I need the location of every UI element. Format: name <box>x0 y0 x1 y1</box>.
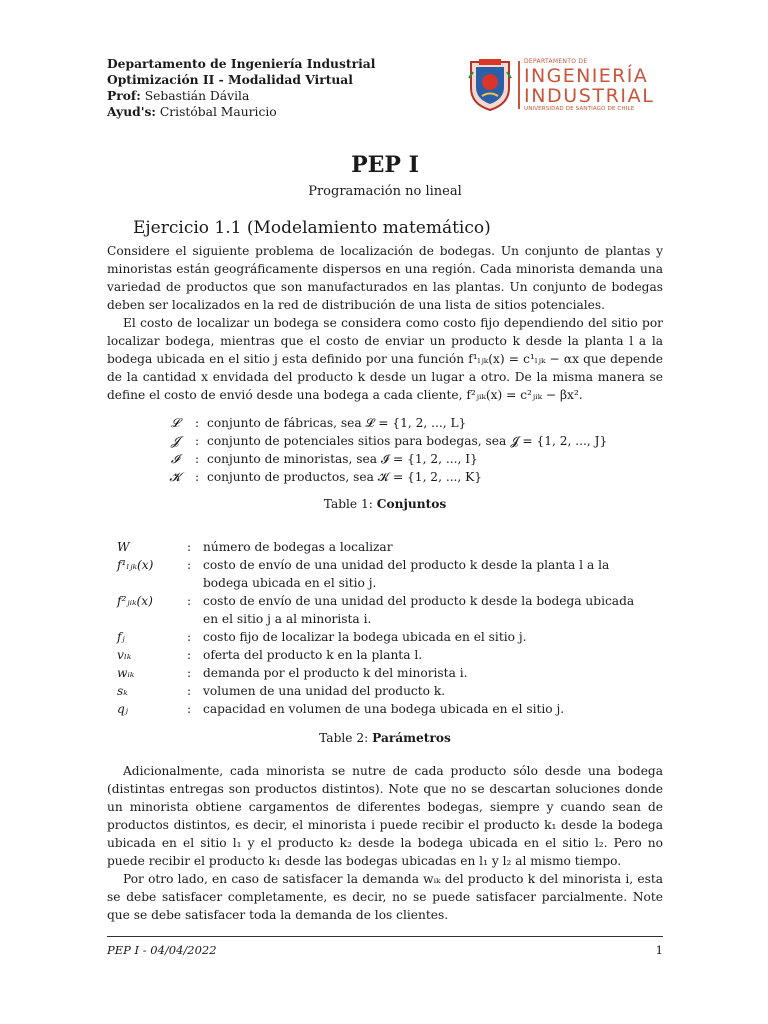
set-description: conjunto de minoristas, sea 𝓘 = {1, 2, ..., I} <box>207 452 478 466</box>
table-row <box>117 646 647 664</box>
param-symbol: vₗₖ <box>117 648 132 662</box>
set-description: conjunto de fábricas, sea 𝓛 = {1, 2, ..., L} <box>207 416 467 430</box>
paragraph-3: Adicionalmente, cada minorista se nutre de cada producto sólo desde una bodega (distintas entregas son productos distintos). Note que no se descartan soluciones donde un minorista obtiene cargamentos de diferentes bodegas, siempre y cuando sean de productos distintos, es decir, el minorista i puede recibir el producto k₁ desde la bodega ubicada en el sitio l₁ y el producto k₂ desde la bodega ubicada en el sitio l₂. Pero no puede recibir el producto k₁ desde las bodegas ubicadas en l₁ y l₂ al mismo tiempo. <box>107 764 663 868</box>
table2-name: Parámetros <box>372 731 451 745</box>
document-page <box>107 56 663 924</box>
colon: : <box>186 648 192 662</box>
colon: : <box>186 630 192 644</box>
sets-table <box>163 414 607 486</box>
paragraph-2: El costo de localizar un bodega se considera como costo fijo dependiendo del sitio por localizar bodega, mientras que el costo de enviar un producto k desde la planta l a la bodega ubicada en el sitio j esta definido por una función f¹ₗⱼₖ(x) = c¹ₗⱼₖ − αx que depende de la cantidad x envidada del producto k desde un lugar a otro. De la misma manera se define el costo de envió desde una bodega a cada cliente, f²ⱼᵢₖ(x) = c²ⱼᵢₖ − βx². <box>107 316 663 402</box>
page-subtitle: Programación no lineal <box>308 184 462 199</box>
set-description: conjunto de potenciales sitios para bodegas, sea 𝓙 = {1, 2, ..., J} <box>207 434 608 448</box>
colon: : <box>194 470 200 484</box>
table-row <box>163 414 607 432</box>
colon: : <box>194 452 200 466</box>
ayud-name: Cristóbal Mauricio <box>159 105 277 119</box>
param-symbol: f²ⱼᵢₖ(x) <box>117 594 153 608</box>
department-name: Departamento de Ingeniería Industrial <box>107 56 376 71</box>
param-description: costo de envío de una unidad del producto k desde la planta l a la bodega ubicada en el sitio j. <box>203 558 610 590</box>
logo-university: UNIVERSIDAD DE SANTIAGO DE CHILE <box>524 106 635 112</box>
section-body <box>107 242 663 404</box>
table2-label: Table 2: <box>319 731 369 745</box>
table-row <box>117 538 647 556</box>
param-description: demanda por el producto k del minorista i. <box>203 666 468 680</box>
table-row <box>117 682 647 700</box>
section-heading: Ejercicio 1.1 (Modelamiento matemático) <box>133 218 491 238</box>
footer-left: PEP I - 04/04/2022 <box>107 943 217 957</box>
page-title: PEP I <box>351 152 419 178</box>
table1-name: Conjuntos <box>376 497 447 511</box>
set-symbol: 𝓙 <box>170 434 180 448</box>
paragraph-1: Considere el siguiente problema de localización de bodegas. Un conjunto de plantas y minoristas están geográficamente dispersos en una región. Cada minorista demanda una variedad de productos que son manufacturados en las plantas. Un conjunto de bodegas deben ser localizados en la red de distribución de una lista de sitios potenciales. <box>107 244 663 312</box>
logo-text <box>524 58 664 113</box>
param-symbol: f¹ₗⱼₖ(x) <box>117 558 154 572</box>
set-symbol: 𝓘 <box>170 452 180 466</box>
table1-caption <box>107 496 663 512</box>
table-row <box>117 628 647 646</box>
prof-label: Prof: <box>107 88 141 103</box>
colon: : <box>194 416 200 430</box>
param-symbol: W <box>117 540 130 554</box>
param-symbol: wᵢₖ <box>117 666 135 680</box>
logo-divider <box>518 61 520 109</box>
table-row <box>163 468 607 486</box>
page-number: 1 <box>655 943 663 957</box>
prof-name: Sebastián Dávila <box>144 89 250 103</box>
param-description: costo de envío de una unidad del producto k desde la bodega ubicada en el sitio j a al minorista i. <box>203 594 635 626</box>
table1-label: Table 1: <box>323 497 373 511</box>
colon: : <box>186 558 192 572</box>
header <box>107 56 663 124</box>
set-description: conjunto de productos, sea 𝓚 = {1, 2, ..., K} <box>207 470 483 484</box>
param-symbol: sₖ <box>117 684 128 698</box>
params-table <box>117 538 647 718</box>
set-symbol: 𝓚 <box>169 470 181 484</box>
param-description: capacidad en volumen de una bodega ubicada en el sitio j. <box>203 702 565 716</box>
logo-line2: INDUSTRIAL <box>524 85 655 107</box>
param-description: costo fijo de localizar la bodega ubicada en el sitio j. <box>203 630 527 644</box>
table-row <box>117 700 647 718</box>
paragraph-4: Por otro lado, en caso de satisfacer la demanda wᵢₖ del producto k del minorista i, esta se debe satisfacer completamente, es decir, no se puede satisfacer parcialmente. Note que se debe satisfacer toda la demanda de los clientes. <box>107 872 663 922</box>
colon: : <box>186 666 192 680</box>
param-symbol: qⱼ <box>117 702 129 716</box>
param-symbol: fⱼ <box>117 630 125 644</box>
university-crest-icon <box>467 58 513 112</box>
logo-line1: INGENIERÍA <box>524 65 649 87</box>
colon: : <box>186 540 192 554</box>
page-footer <box>107 936 663 957</box>
table-row <box>117 664 647 682</box>
param-description: oferta del producto k en la planta l. <box>203 648 423 662</box>
param-description: volumen de una unidad del producto k. <box>203 684 446 698</box>
table-row <box>117 592 647 628</box>
closing-paragraphs <box>107 762 663 924</box>
param-description: número de bodegas a localizar <box>203 540 393 554</box>
colon: : <box>194 434 200 448</box>
table-row <box>163 432 607 450</box>
table-row <box>163 450 607 468</box>
ayud-label: Ayud's: <box>107 104 156 119</box>
department-logo <box>467 58 663 112</box>
table-row <box>117 556 647 592</box>
colon: : <box>186 684 192 698</box>
logo-top-text: DEPARTAMENTO DE <box>524 58 588 65</box>
table2-caption <box>107 730 663 746</box>
course-name: Optimización II - Modalidad Virtual <box>107 72 353 87</box>
colon: : <box>186 594 192 608</box>
set-symbol: 𝓛 <box>170 416 180 430</box>
colon: : <box>186 702 192 716</box>
